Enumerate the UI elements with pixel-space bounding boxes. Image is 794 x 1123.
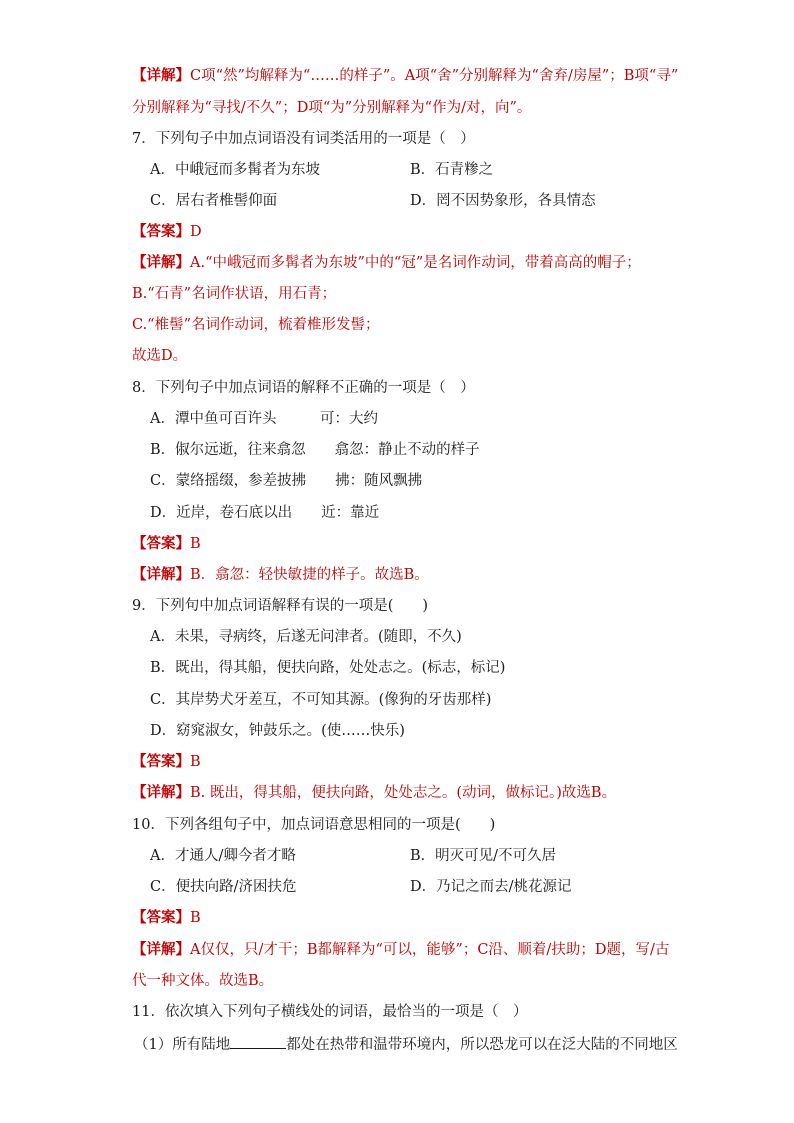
q10-option-b: B．明灭可见/不可久居 — [410, 848, 557, 864]
q10-answer-value: B — [190, 910, 201, 926]
explain-tag: 【详解】 — [132, 67, 190, 84]
q9-option-a: A．未果，寻病终，后遂无问津者。(随即，不久) — [150, 629, 462, 645]
q10-answer — [132, 908, 201, 928]
q7-option-b: B．石青糁之 — [410, 162, 494, 178]
q9-answer — [132, 752, 201, 772]
q8-option-c: C．蒙络摇缀，参差披拂 拂：随风飘拂 — [150, 473, 423, 489]
q7-explain-line-1 — [132, 253, 641, 273]
q8-answer — [132, 534, 201, 554]
q7-explain-line-2: B.“石青”名词作状语，用石青； — [132, 286, 337, 302]
q6-explain-line-2: 分别解释为“寻找/不久”；D项“为”分别解释为“作为/对，向”。 — [132, 100, 532, 116]
answer-tag: 【答案】 — [132, 535, 190, 552]
q9-option-b: B．既出，得其船，便扶向路，处处志之。(标志，标记) — [150, 660, 506, 676]
q9-stem: 9．下列句中加点词语解释有误的一项是( ) — [132, 598, 429, 614]
fill-blank — [230, 1034, 286, 1049]
q7-option-a: A．中峨冠而多髯者为东坡 — [150, 162, 320, 178]
q7-explain-line-4: 故选D。 — [132, 348, 188, 364]
q11-sub1-prefix: （1）所有陆地 — [134, 1037, 231, 1053]
q10-stem: 10．下列各组句子中，加点词语意思相同的一项是( ) — [132, 817, 496, 833]
q9-option-d: D．窈窕淑女，钟鼓乐之。(使……快乐) — [150, 723, 405, 739]
explain-tag: 【详解】 — [132, 941, 190, 958]
q6-explain-line-1 — [132, 66, 678, 86]
answer-tag: 【答案】 — [132, 909, 190, 926]
q7-option-d: D．罔不因势象形，各具情态 — [410, 193, 596, 209]
q10-explain-line-2: 代一种文体。故选B。 — [132, 973, 274, 989]
q9-explain — [132, 783, 616, 803]
q11-stem: 11．依次填入下列句子横线处的词语，最恰当的一项是（ ） — [132, 1004, 528, 1020]
q9-explain-text: B. 既出，得其船，便扶向路，处处志之。(动词，做标记。)故选B。 — [190, 785, 617, 801]
answer-tag: 【答案】 — [132, 223, 190, 240]
explain-tag: 【详解】 — [132, 784, 190, 801]
explain-tag: 【详解】 — [132, 254, 190, 271]
q6-explain-text-1: C项“然”均解释为“……的样子”。A项“舍”分别解释为“舍弃/房屋”；B项“寻” — [190, 68, 679, 84]
q11-sub1-suffix: 都处在热带和温带环境内，所以恐龙可以在泛大陆的不同地区 — [286, 1037, 678, 1053]
q10-explain-text-1: A仅仅，只/才干；B都解释为“可以，能够”；C沿、顺着/扶助；D题，写/古 — [190, 942, 670, 958]
q8-explain — [132, 565, 429, 585]
q7-explain-text-1: A.“中峨冠而多髯者为东坡”中的“冠”是名词作动词，带着高高的帽子； — [190, 255, 641, 271]
answer-tag: 【答案】 — [132, 753, 190, 770]
q10-option-a: A．才通人/卿今者才略 — [150, 848, 296, 864]
q8-option-b: B．俶尔远逝，往来翕忽 翕忽：静止不动的样子 — [150, 442, 480, 458]
q9-answer-value: B — [190, 754, 201, 770]
q10-option-c: C．便扶向路/济困扶危 — [150, 879, 297, 895]
explain-tag: 【详解】 — [132, 566, 190, 583]
q7-explain-line-3: C.“椎髻”名词作动词，梳着椎形发髻； — [132, 317, 380, 333]
q8-explain-text: B．翕忽：轻快敏捷的样子。故选B。 — [190, 567, 429, 583]
q8-answer-value: B — [190, 536, 201, 552]
q8-option-a: A．潭中鱼可百许头 可：大约 — [150, 411, 378, 427]
q7-stem: 7．下列句子中加点词语没有词类活用的一项是（ ） — [132, 131, 475, 147]
q7-answer-value: D — [190, 224, 202, 240]
q10-explain-line-1 — [132, 940, 669, 960]
q9-option-c: C．其岸势犬牙差互，不可知其源。(像狗的牙齿那样) — [150, 692, 492, 708]
q11-sub-question-1 — [134, 1034, 678, 1055]
q10-option-d: D．乃记之而去/桃花源记 — [410, 879, 572, 895]
q8-option-d: D．近岸，卷石底以出 近：靠近 — [150, 505, 380, 521]
q7-answer — [132, 222, 202, 242]
q7-option-c: C．居右者椎髻仰面 — [150, 193, 278, 209]
q8-stem: 8．下列句子中加点词语的解释不正确的一项是（ ） — [132, 380, 475, 396]
